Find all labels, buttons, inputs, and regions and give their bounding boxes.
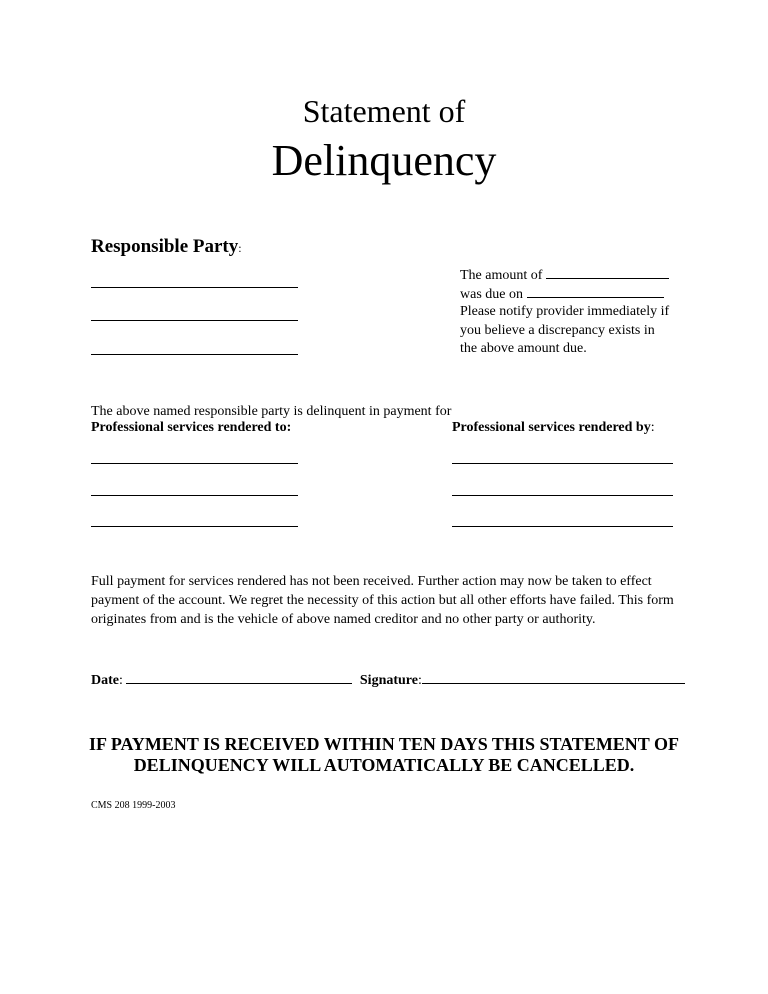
document-title-line-2: Delinquency (271, 136, 497, 185)
rendered-to-line-1[interactable] (91, 463, 298, 464)
services-rendered-to-label: Professional services rendered to: (91, 420, 292, 435)
rendered-by-line-2[interactable] (452, 495, 673, 496)
full-payment-paragraph: Full payment for services rendered has not been received. Further action may now be taken to effect payment of the account. We regret the necessity of this action but all other efforts have failed. This form originates from and is the vehicle of above named creditor and no other party or authority. (91, 574, 674, 627)
signature-field[interactable] (422, 671, 685, 684)
rendered-to-line-2[interactable] (91, 495, 298, 496)
rendered-to-line-3[interactable] (91, 526, 298, 527)
notify-line-2: you believe a discrepancy exists in (460, 322, 655, 338)
date-field[interactable] (126, 671, 352, 684)
delinquent-statement: The above named responsible party is delinquent in payment for (91, 404, 452, 419)
signature-label: Signature (359, 673, 418, 688)
due-date-field[interactable] (527, 285, 664, 298)
notify-line-3: the above amount due. (460, 341, 587, 356)
amount-prefix: The amount of (460, 268, 546, 283)
services-rendered-by-colon: : (650, 420, 655, 435)
due-date-line (460, 285, 669, 304)
signature-colon: : (417, 673, 422, 688)
responsible-party-label (91, 235, 242, 260)
amount-field[interactable] (546, 266, 669, 279)
date-signature-row (91, 671, 685, 690)
amount-notice (460, 266, 669, 359)
warning-line-1: IF PAYMENT IS RECEIVED WITHIN TEN DAYS THIS STATEMENT OF (88, 734, 679, 754)
responsible-party-line-2[interactable] (91, 320, 298, 321)
amount-line (460, 266, 669, 285)
document-title-line-1: Statement of (302, 93, 466, 129)
due-date-prefix: was due on (460, 286, 527, 302)
cancellation-warning (70, 734, 698, 776)
date-label: Date (91, 673, 119, 688)
services-rendered-by-text: Professional services rendered by (452, 420, 651, 435)
warning-line-2: DELINQUENCY WILL AUTOMATICALLY BE CANCELLED. (133, 755, 635, 775)
rendered-by-line-1[interactable] (452, 463, 673, 464)
responsible-party-line-3[interactable] (91, 354, 298, 355)
responsible-party-colon: : (238, 241, 242, 255)
services-rendered-by-label (452, 419, 655, 436)
form-code: CMS 208 1999-2003 (91, 800, 176, 811)
responsible-party-label-text: Responsible Party (91, 236, 239, 257)
notify-line-1: Please notify provider immediately if (460, 304, 670, 319)
responsible-party-line-1[interactable] (91, 287, 298, 288)
date-colon: : (119, 673, 127, 688)
rendered-by-line-3[interactable] (452, 526, 673, 527)
